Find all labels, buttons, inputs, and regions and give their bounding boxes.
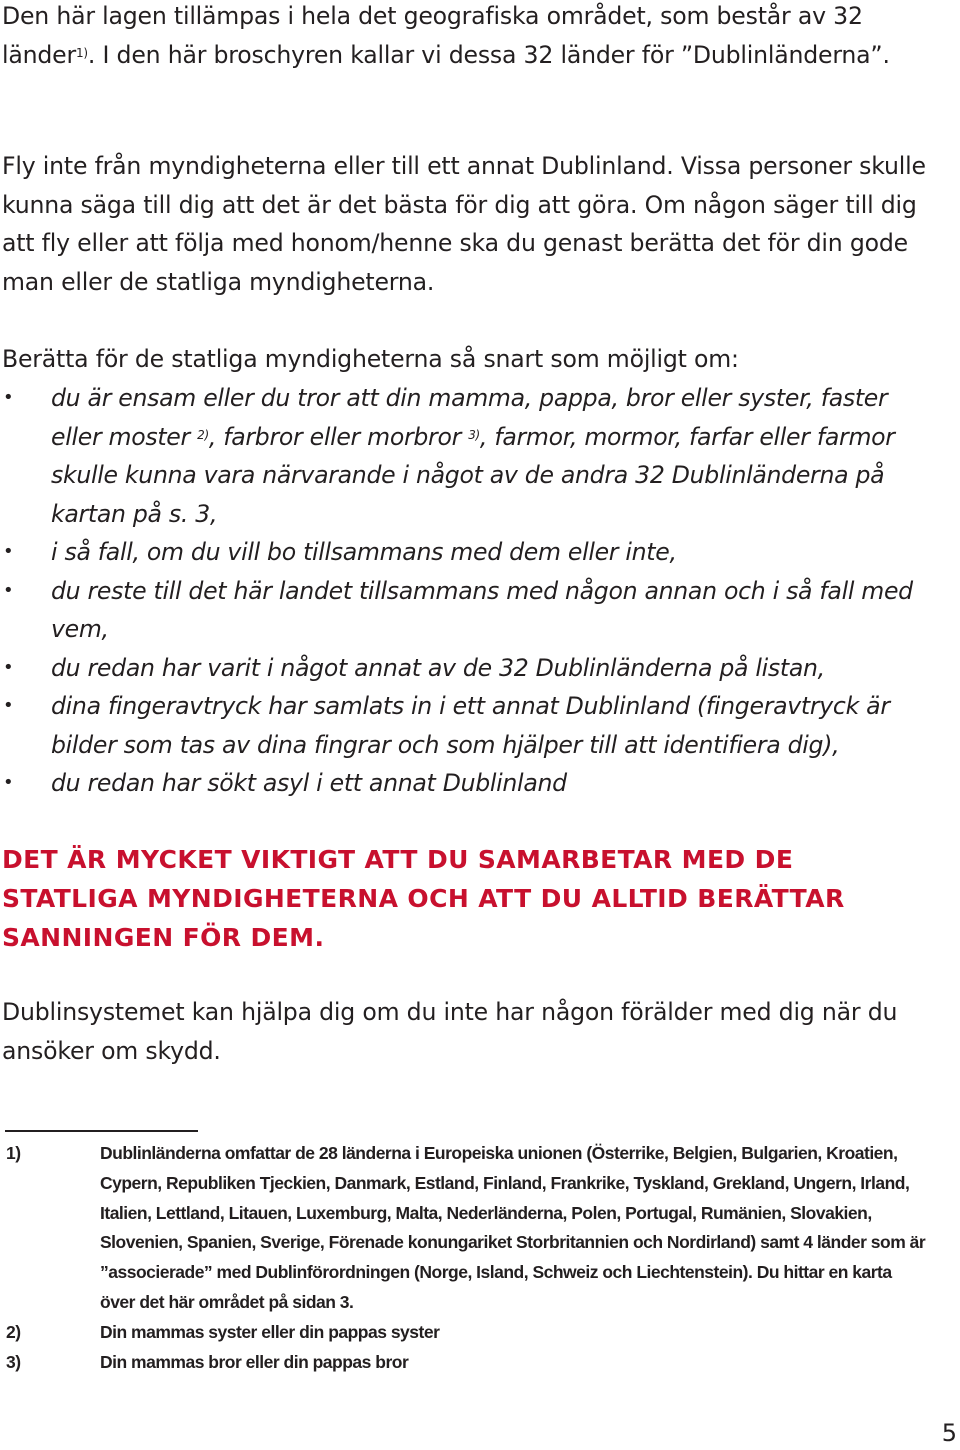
list-item-text: du är ensam eller du tror att din mamma, pappa, bror eller syster, faster eller moster	[51, 384, 888, 451]
bullet-icon: •	[3, 772, 14, 793]
footnote-ref-1: 1)	[75, 45, 88, 60]
bullet-icon: •	[3, 541, 14, 562]
intro-paragraph-3: Berätta för de statliga myndigheterna så snart som möjligt om:	[2, 345, 739, 373]
list-item	[2, 533, 932, 572]
intro-text-cont: . I den här broschyren kallar vi dessa 32 länder för ”Dublinländerna”.	[87, 40, 890, 69]
footnote-text: Din mammas syster eller din pappas syster	[100, 1321, 440, 1342]
list-item-text: i så fall, om du vill bo tillsammans med dem eller inte,	[51, 538, 677, 566]
footnote-ref-3: 3)	[468, 427, 480, 442]
footnote-2	[6, 1318, 926, 1348]
intro-text: Den här lagen tillämpas i hela det geografiska området, som består av 32 länder	[2, 2, 863, 69]
list-item	[2, 764, 932, 803]
footnote-number: 3)	[6, 1351, 21, 1372]
list-item-text: , farbror eller morbror	[208, 422, 469, 451]
footnote-text: Din mammas bror eller din pappas bror	[100, 1351, 409, 1372]
list-item	[2, 649, 932, 688]
footnote-ref-2: 2)	[197, 427, 209, 442]
footnote-number: 1)	[6, 1143, 21, 1163]
list-item-text: du reste till det här landet tillsammans med någon annan och i så fall med vem,	[51, 576, 913, 643]
list-item	[2, 379, 932, 533]
intro-paragraph-1	[2, 0, 932, 74]
list-item-text: du redan har varit i något annat av de 32 Dublinländerna på listan,	[51, 653, 825, 682]
list-item-text: , farmor, mormor, farfar eller farmor skulle kunna vara närvarande i något av de andra 32 Dublinländerna på kartan på s. 3,	[51, 422, 895, 528]
bullet-icon: •	[3, 387, 14, 408]
footnotes	[6, 1139, 926, 1377]
list-item-text: dina fingeravtryck har samlats in i ett annat Dublinland (fingeravtryck är bilder som tas av dina fingrar och som hjälper till att identifiera dig),	[51, 692, 890, 759]
bullet-icon: •	[3, 656, 14, 678]
closing-paragraph: Dublinsystemet kan hjälpa dig om du inte har någon förälder med dig när du ansöker om skydd.	[2, 998, 898, 1065]
bullet-icon: •	[3, 695, 14, 716]
intro-paragraph-2: Fly inte från myndigheterna eller till ett annat Dublinland. Vissa personer skulle kunna säga till dig att det är det bästa för dig att göra. Om någon säger till dig att fly eller att följa med honom/henne ska du genast berätta det för din gode man eller de statliga myndigheterna.	[2, 152, 926, 296]
footnote-number: 2)	[6, 1321, 21, 1342]
list-item-text: du redan har sökt asyl i ett annat Dublinland	[51, 769, 567, 797]
warning-heading: DET ÄR MYCKET VIKTIGT ATT DU SAMARBETAR MED DE STATLIGA MYNDIGHETERNA OCH ATT DU ALLTID BERÄTTAR SANNINGEN FÖR DEM.	[2, 845, 845, 952]
list-item	[2, 687, 932, 764]
footnote-text: Dublinländerna omfattar de 28 länderna i Europeiska unionen (Österrike, Belgien, Bulgarien, Kroatien, Cypern, Republiken Tjeckien, Danmark, Estland, Finland, Frankrike, Tyskland, Grekland, Ungern, Irland, Italien, Lettland, Litauen, Luxemburg, Malta, Nederländerna, Polen, Portugal, Rumänien, Slovakien, Slovenien, Spanien, Sverige, Förenade konungariket Storbritannien och Nordirland) samt 4 länder som är ”associerade” med Dublinförordningen (Norge, Island, Schweiz och Liechtenstein). Du hittar en karta över det här området på sidan 3.	[100, 1143, 926, 1312]
list-item	[2, 572, 932, 649]
footnote-3	[6, 1348, 926, 1378]
bullet-list	[2, 379, 932, 803]
bullet-icon: •	[3, 579, 14, 601]
footnote-divider	[5, 1130, 198, 1132]
footnote-1	[6, 1139, 926, 1318]
page-number: 5	[941, 1419, 957, 1447]
